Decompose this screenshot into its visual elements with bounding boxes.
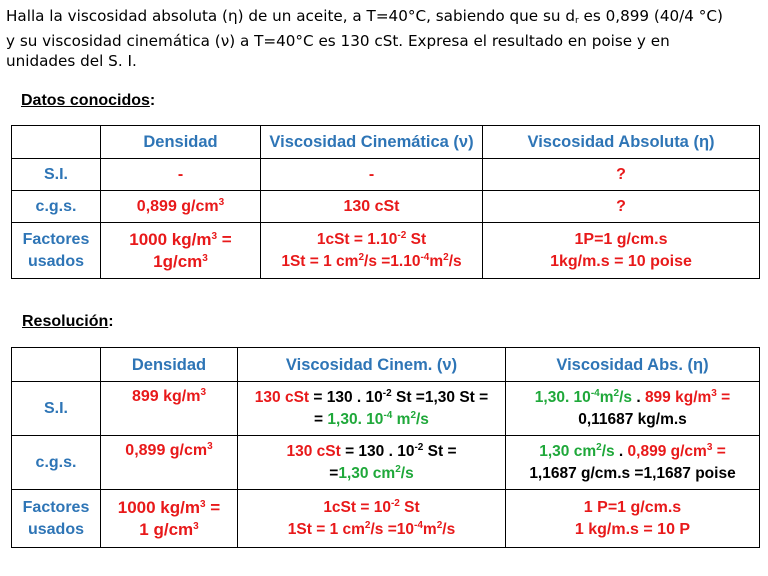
problem-statement — [6, 6, 762, 71]
cell-factores-cinematica — [238, 490, 506, 548]
si-cin-l2-exp1: -4 — [383, 409, 393, 421]
section-title-datos-text: Datos conocidos — [21, 92, 150, 109]
factores-cin-l1-b: St — [399, 498, 420, 516]
section-title-datos-colon: : — [149, 92, 156, 109]
cell-si-cinematica: - — [261, 159, 483, 191]
factores-cin-l2-a: 1St = 1 cm — [287, 520, 365, 538]
cell-factores-densidad — [101, 223, 261, 279]
cgs-abs-l1-a: 1,30 cm — [539, 442, 597, 460]
cgs-cin-l1-a: 130 cSt — [286, 442, 341, 460]
factores-cin-l2-exp2: -4 — [414, 519, 423, 531]
si-abs-l1-e: 899 kg/m — [644, 388, 712, 406]
factores-cin-l2-exp3: 2 — [436, 519, 443, 531]
factores-abs-line1: 1P=1 g/cm.s — [574, 230, 668, 248]
si-cin-line2 — [240, 409, 503, 431]
header-viscosidad-cinem: Viscosidad Cinem. (ν) — [238, 348, 506, 382]
factores-densidad-l2-exp: 3 — [202, 252, 208, 264]
factores-abs-line2: 1kg/m.s = 10 poise — [550, 252, 692, 270]
factores-label-2: usados — [27, 252, 84, 270]
problem-line-1-end: es 0,899 (40/4 °C) — [578, 7, 723, 25]
si-abs-l1-a: 1,30. 10 — [534, 388, 591, 406]
si-abs-l1-f: = — [716, 388, 731, 406]
cell-si-cinematica — [238, 382, 506, 436]
cell-factores-absoluta — [506, 490, 760, 548]
cell-factores-absoluta — [483, 223, 760, 279]
table-header-row — [12, 348, 760, 382]
factores-densidad-l1-text: 1000 kg/m — [129, 229, 212, 249]
datos-table — [11, 125, 760, 279]
factores-cin-line2 — [240, 519, 503, 541]
factores-cin-l2-exp2: -4 — [420, 251, 430, 263]
factores-cin-line1 — [240, 497, 503, 519]
si-cin-l2-c: m — [392, 410, 411, 428]
factores-cin-l2-c: m — [422, 520, 437, 538]
factores-densidad-line1 — [103, 497, 235, 519]
cell-factores-densidad — [101, 490, 238, 548]
section-title-resolucion-colon: : — [108, 313, 114, 330]
section-title-resolucion — [22, 313, 114, 331]
header-viscosidad-absoluta: Viscosidad Absoluta (η) — [483, 126, 760, 159]
factores-densidad-l1-eq: = — [217, 229, 232, 249]
si-abs-l1-b: m — [599, 388, 614, 406]
table-row-factores — [12, 223, 760, 279]
cgs-cin-l2-c: /s — [400, 464, 414, 482]
si-densidad-exp: 3 — [200, 387, 207, 398]
empty-corner-cell — [12, 126, 101, 159]
factores-cin-line1 — [263, 229, 480, 251]
cgs-densidad-value: 0,899 g/cm — [136, 197, 219, 215]
si-abs-l1-exp3: 3 — [711, 387, 717, 399]
section-title-resolucion-text: Resolución — [22, 313, 109, 330]
cgs-abs-l1-d: 0,899 g/cm — [627, 442, 707, 460]
cell-si-absoluta — [506, 382, 760, 436]
factores-densidad-line2 — [103, 251, 258, 273]
subscript-r: r — [575, 16, 579, 26]
factores-cin-l1-text: 1cSt = 1.10 — [316, 230, 398, 248]
header-viscosidad-abs: Viscosidad Abs. (η) — [506, 348, 760, 382]
factores-cin-line2 — [263, 251, 480, 273]
header-densidad: Densidad — [101, 126, 261, 159]
factores-cin-l2-b: /s =10 — [370, 520, 414, 538]
si-cin-l1-c: St =1,30 St = — [391, 388, 489, 406]
table-row-cgs — [12, 191, 760, 223]
problem-line-2: y su viscosidad cinemática (ν) a T=40°C es 130 cSt. Expresa el resultado en poise y en — [6, 32, 670, 50]
cell-cgs-cinematica: 130 cSt — [261, 191, 483, 223]
si-cin-l1-a: 130 cSt — [254, 388, 310, 406]
cell-si-absoluta: ? — [483, 159, 760, 191]
row-label-si: S.I. — [12, 382, 101, 436]
si-cin-l1-exp: -2 — [382, 387, 392, 399]
cgs-abs-l1-e: = — [712, 442, 726, 460]
factores-cin-l1-a: 1cSt = 10 — [323, 498, 391, 516]
factores-cin-l2-b: /s =1.10 — [364, 252, 421, 270]
si-abs-l1-d: . — [632, 388, 645, 406]
factores-densidad-line2 — [103, 519, 235, 541]
factores-cin-l2-exp3: 2 — [443, 251, 449, 263]
factores-densidad-line1 — [103, 229, 258, 251]
cgs-cin-l2-exp: 2 — [395, 463, 401, 475]
problem-line-1 — [6, 6, 762, 31]
factores-densidad-l1-exp: 3 — [211, 230, 218, 242]
factores-densidad-l2-text: 1g/cm — [153, 251, 203, 271]
section-title-datos — [21, 92, 155, 110]
si-abs-line2: 0,11687 kg/m.s — [578, 410, 687, 428]
si-densidad-value: 899 kg/m — [131, 388, 201, 405]
factores-cin-l2-d: /s — [442, 520, 456, 538]
problem-line-1-text: Halla la viscosidad absoluta (η) de un aceite, a T=40°C, sabiendo que su d — [6, 7, 575, 25]
cgs-abs-l1-exp1: 2 — [596, 441, 602, 453]
empty-corner-cell — [12, 348, 101, 382]
table-row-cgs — [12, 436, 760, 490]
cgs-abs-l1-c: . — [614, 442, 628, 460]
row-label-factores — [12, 223, 101, 279]
cgs-densidad-value: 0,899 g/cm — [125, 442, 208, 459]
cgs-cin-l2-b: 1,30 cm — [338, 464, 396, 482]
cgs-cin-l1-exp: -2 — [414, 441, 424, 453]
cgs-densidad-exp: 3 — [218, 196, 225, 208]
cell-factores-cinematica — [261, 223, 483, 279]
cell-cgs-cinematica — [238, 436, 506, 490]
si-abs-l1-exp1: -4 — [590, 387, 600, 399]
factores-cin-l2-d: /s — [448, 252, 462, 270]
factores-label-2: usados — [27, 520, 84, 538]
cgs-abs-l1-exp2: 3 — [706, 441, 713, 453]
cgs-cin-l1-b: = 130 . 10 — [340, 442, 415, 460]
table-row-si — [12, 382, 760, 436]
header-densidad: Densidad — [101, 348, 238, 382]
factores-label-1: Factores — [22, 230, 90, 248]
factores-cin-l1-unit: St — [406, 230, 427, 248]
factores-cin-l2-exp1: 2 — [358, 251, 365, 263]
problem-line-3: unidades del S. I. — [6, 52, 137, 70]
cell-cgs-absoluta: ? — [483, 191, 760, 223]
table-header-row — [12, 126, 760, 159]
cgs-cin-l1-c: St = — [423, 442, 457, 460]
header-viscosidad-cinematica: Viscosidad Cinemática (ν) — [261, 126, 483, 159]
si-cin-l2-d: /s — [416, 410, 429, 428]
factores-abs-line1: 1 P=1 g/cm.s — [583, 498, 682, 516]
cell-cgs-densidad — [101, 191, 261, 223]
factores-cin-l2-exp1: 2 — [364, 519, 371, 531]
cgs-cin-line2 — [240, 463, 503, 485]
resolucion-table — [11, 347, 760, 548]
factores-densidad-l1-exp: 3 — [200, 498, 206, 510]
row-label-si: S.I. — [12, 159, 101, 191]
factores-label-1: Factores — [22, 498, 90, 516]
table-row-factores — [12, 490, 760, 548]
cgs-abs-line1 — [508, 441, 757, 463]
si-abs-l1-c: /s — [619, 388, 633, 406]
cgs-densidad-exp: 3 — [207, 441, 213, 452]
cell-si-densidad: - — [101, 159, 261, 191]
factores-cin-l2-c: m — [429, 252, 444, 270]
table-row-si — [12, 159, 760, 191]
row-label-cgs: c.g.s. — [12, 436, 101, 490]
factores-abs-line2: 1 kg/m.s = 10 P — [574, 520, 691, 538]
factores-densidad-l2-text: 1 g/cm — [139, 519, 194, 539]
factores-cin-l2-a: 1St = 1 cm — [281, 252, 359, 270]
factores-cin-l1-exp: -2 — [397, 229, 407, 241]
factores-densidad-l1-text: 1000 kg/m — [117, 497, 200, 517]
cgs-cin-l2-a: = — [329, 464, 339, 482]
si-abs-l1-exp2: 2 — [613, 387, 620, 399]
si-cin-l2-exp2: 2 — [410, 409, 416, 421]
cgs-cin-line1 — [240, 441, 503, 463]
si-abs-line1 — [508, 387, 757, 409]
cgs-abs-l1-b: /s — [601, 442, 615, 460]
cell-cgs-absoluta — [506, 436, 760, 490]
cell-si-densidad — [101, 382, 238, 436]
row-label-cgs: c.g.s. — [12, 191, 101, 223]
row-label-factores — [12, 490, 101, 548]
si-cin-l1-b: = 130 . 10 — [309, 388, 383, 406]
si-cin-line1 — [240, 387, 503, 409]
cell-cgs-densidad — [101, 436, 238, 490]
si-cin-l2-b: 1,30. 10 — [327, 410, 384, 428]
factores-densidad-l1-eq: = — [205, 497, 221, 517]
si-cin-l2-a: = — [314, 410, 328, 428]
cgs-abs-line2: 1,1687 g/cm.s =1,1687 poise — [529, 464, 736, 482]
factores-cin-l1-exp: -2 — [390, 497, 400, 509]
factores-densidad-l2-exp: 3 — [193, 520, 199, 532]
